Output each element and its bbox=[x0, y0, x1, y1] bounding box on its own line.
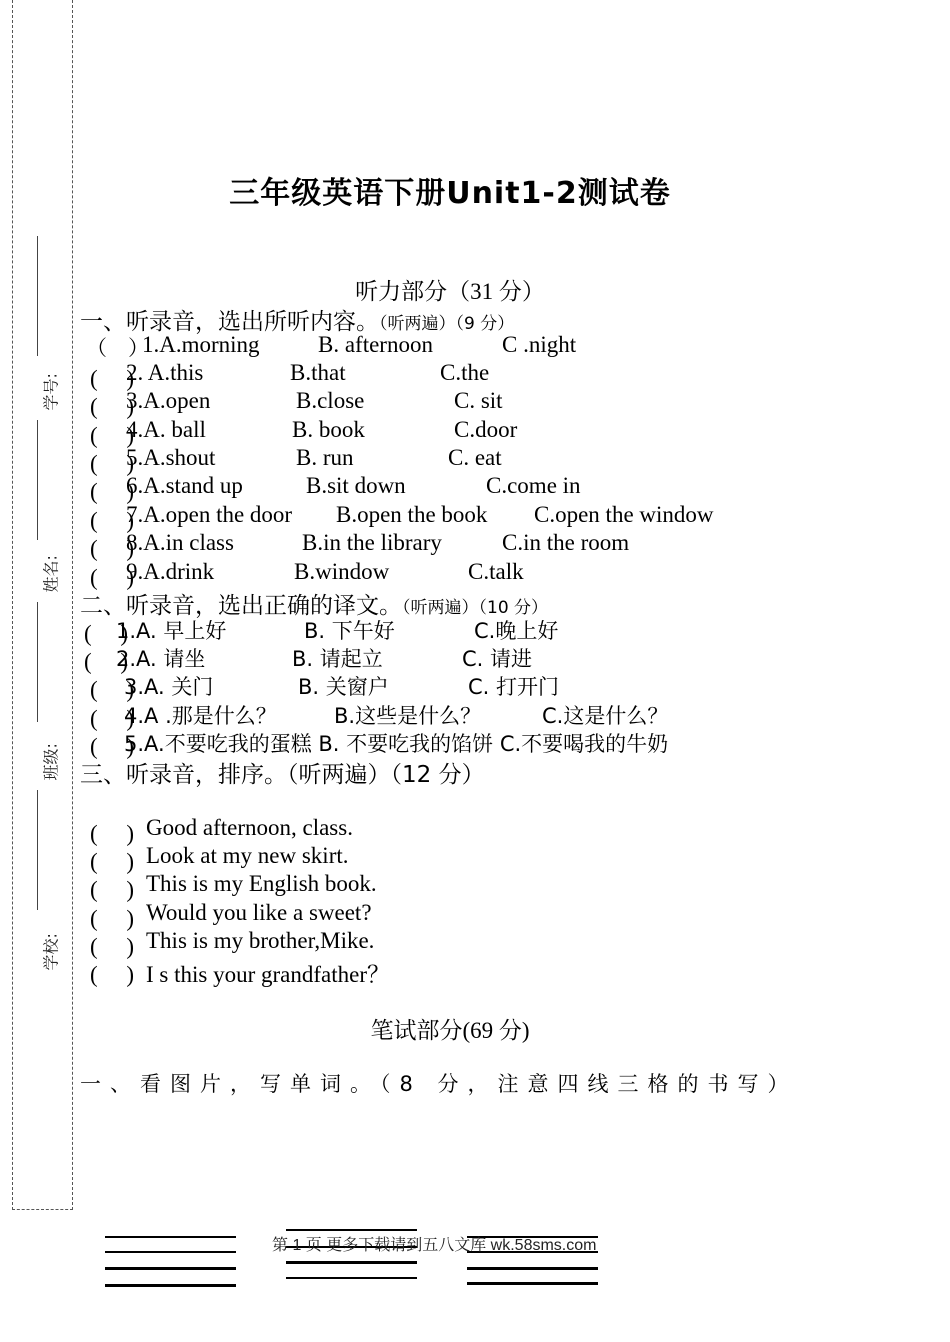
writing-part-title: 笔试部分(69 分) bbox=[370, 1018, 530, 1043]
section2-note: （听两遍）（10 分） bbox=[402, 598, 549, 618]
school-label: 学校: bbox=[41, 933, 61, 971]
option-b: B.window bbox=[294, 559, 390, 584]
option-c: C.the bbox=[440, 360, 490, 385]
option-a: 3.A.open bbox=[126, 388, 211, 413]
option-b: B.close bbox=[296, 388, 365, 413]
answer-bracket[interactable]: ( ) bbox=[84, 621, 129, 646]
option-b: B.that bbox=[290, 360, 346, 385]
writing-line bbox=[105, 1284, 236, 1287]
option-c: C. 打开门 bbox=[468, 675, 560, 699]
answer-bracket[interactable]: ( ) bbox=[90, 677, 135, 702]
sentence: Would you like a sweet? bbox=[146, 900, 372, 925]
option-b: B. run bbox=[296, 445, 354, 470]
option-c: C.door bbox=[454, 417, 518, 442]
option-c: C. eat bbox=[448, 445, 502, 470]
answer-bracket[interactable]: ( ) bbox=[90, 508, 135, 533]
answer-bracket[interactable]: ( ) bbox=[90, 821, 135, 846]
section3-heading: 三、听录音，排序。（听两遍）（12 分） bbox=[80, 762, 485, 788]
listening-part-title: 听力部分（31 分） bbox=[355, 279, 545, 304]
answer-bracket[interactable]: ( ) bbox=[90, 565, 135, 590]
answer-bracket[interactable]: ( ) bbox=[90, 706, 135, 731]
sentence: This is my brother,Mike. bbox=[146, 928, 375, 953]
binding-line bbox=[37, 602, 38, 722]
writing-line bbox=[105, 1251, 236, 1253]
writing-line bbox=[286, 1261, 417, 1264]
binding-line bbox=[37, 790, 38, 910]
answer-bracket[interactable]: ( ) bbox=[90, 934, 135, 959]
option-a: 3.A. 关门 bbox=[124, 675, 214, 699]
name-label: 姓名: bbox=[41, 555, 61, 593]
class-label: 班级: bbox=[41, 743, 61, 781]
option-b: B. 关窗户 bbox=[298, 675, 389, 699]
option-a: 2.A. 请坐 bbox=[116, 647, 206, 671]
option-c: C. sit bbox=[454, 388, 503, 413]
page-title: 三年级英语下册Unit1-2测试卷 bbox=[229, 176, 671, 211]
option-b: B.in the library bbox=[302, 530, 442, 555]
option-c: C.这是什么？ bbox=[542, 704, 669, 728]
option-c: C.open the window bbox=[534, 502, 714, 527]
option-b: B.sit down bbox=[306, 473, 406, 498]
writing-section1-heading: 一、看图片，写单词。（8 分，注意四线三格的书写） bbox=[80, 1072, 798, 1096]
section1-note: （听两遍）（9 分） bbox=[379, 314, 515, 334]
writing-line bbox=[105, 1236, 236, 1238]
answer-bracket[interactable]: ( ) bbox=[90, 536, 135, 561]
answer-bracket[interactable]: ( ) bbox=[90, 423, 135, 448]
sentence: Good afternoon, class. bbox=[146, 815, 353, 840]
sentence: I s this your grandfather？ bbox=[146, 962, 390, 987]
answer-bracket[interactable]: ( ) bbox=[90, 394, 135, 419]
answer-bracket[interactable]: ( ) bbox=[90, 479, 135, 504]
writing-line bbox=[286, 1229, 417, 1231]
option-c: C. 请进 bbox=[462, 647, 533, 671]
option-a: 1.A. 早上好 bbox=[116, 619, 227, 643]
option-b: B. afternoon bbox=[318, 332, 433, 357]
section1-heading-text: 一、听录音，选出所听内容。 bbox=[80, 309, 379, 335]
option-a: 5.A.shout bbox=[126, 445, 216, 470]
writing-line bbox=[467, 1267, 598, 1270]
binding-line bbox=[37, 420, 38, 540]
option-c: C.come in bbox=[486, 473, 581, 498]
option-c: C.in the room bbox=[502, 530, 630, 555]
option-a: 7.A.open the door bbox=[126, 502, 293, 527]
option-b: B. book bbox=[292, 417, 365, 442]
answer-bracket[interactable]: ( ) bbox=[90, 962, 135, 987]
answer-bracket[interactable]: ( ) bbox=[90, 451, 135, 476]
answer-bracket[interactable]: ( ) bbox=[90, 877, 135, 902]
writing-line bbox=[286, 1277, 417, 1279]
option-c: C .night bbox=[502, 332, 577, 357]
answer-bracket[interactable]: ( ) bbox=[90, 849, 135, 874]
option-a: 4.A. ball bbox=[126, 417, 206, 442]
sentence: This is my English book. bbox=[146, 871, 377, 896]
writing-line bbox=[467, 1282, 598, 1285]
option-b: B.open the book bbox=[336, 502, 488, 527]
student-id-label: 学号: bbox=[41, 373, 61, 411]
option-b: B. 请起立 bbox=[292, 647, 383, 671]
section2-heading-text: 二、听录音，选出正确的译文。 bbox=[80, 593, 402, 619]
option-a: 2. A.this bbox=[126, 360, 204, 385]
option-a: 6.A.stand up bbox=[126, 473, 243, 498]
option-b: B. 下午好 bbox=[304, 619, 395, 643]
answer-bracket[interactable]: ( ) bbox=[84, 649, 129, 674]
answer-bracket[interactable]: ( ) bbox=[90, 906, 135, 931]
sentence: Look at my new skirt. bbox=[146, 843, 349, 868]
answer-bracket[interactable]: ( ) bbox=[90, 366, 135, 391]
option-c: C.晚上好 bbox=[474, 619, 559, 643]
answer-bracket[interactable]: ( ) bbox=[90, 734, 135, 759]
option-a: 5.A.不要吃我的蛋糕 B. 不要吃我的馅饼 C.不要喝我的牛奶 bbox=[124, 732, 669, 756]
writing-line bbox=[105, 1267, 236, 1270]
page-footer: 第 1 页 更多下载请到五八文库 wk.58sms.com bbox=[272, 1237, 597, 1254]
option-a: 8.A.in class bbox=[126, 530, 234, 555]
option-a: 1.A.morning bbox=[142, 332, 260, 357]
option-b: B.这些是什么？ bbox=[334, 704, 482, 728]
option-c: C.talk bbox=[468, 559, 524, 584]
option-a: 9.A.drink bbox=[126, 559, 215, 584]
option-a: 4.A .那是什么？ bbox=[124, 704, 277, 728]
answer-bracket[interactable]: （ ） bbox=[86, 336, 149, 360]
